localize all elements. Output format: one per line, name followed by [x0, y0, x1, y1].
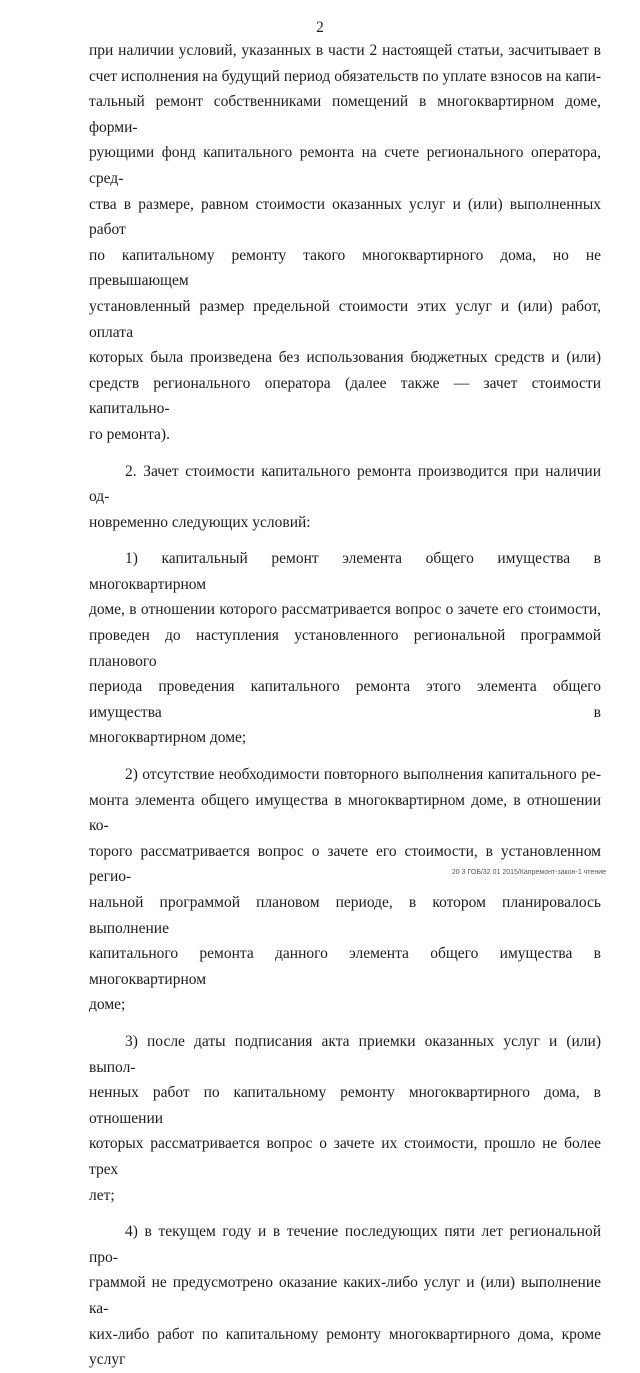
footer-file-reference: 20 3 ГОБ/32 01 2015/Капремонт-закон-1 чтение — [451, 869, 606, 876]
text-line: капитального ремонта данного элемента общего имущества в многоквартирном — [89, 945, 601, 988]
text-line: ства в размере, равном стоимости оказанных услуг и (или) выполненных работ — [89, 195, 601, 239]
text-line: новременно следующих условий: — [89, 513, 311, 531]
text-line: средств регионального оператора (далее также — зачет стоимости капитально- — [89, 374, 601, 418]
page-number: 2 — [316, 19, 324, 36]
text-line: которых рассматривается вопрос о зачете их стоимости, прошло не более трех — [89, 1135, 601, 1178]
text-line: проведен до наступления установленного региональной программой планового — [89, 627, 601, 670]
text-line: при наличии условий, указанных в части 2 настоящей статьи, засчитывает в — [89, 42, 601, 59]
text-line: ких-либо работ по капитальному ремонту многоквартирного дома, кроме услуг — [89, 1325, 601, 1369]
text-line: 2) отсутствие необходимости повторного выполнения капитального ре- — [125, 766, 601, 784]
text-line: 2. Зачет стоимости капитального ремонта производится при наличии од- — [89, 462, 601, 506]
text-line: счет исполнения на будущий период обязательств по уплате взносов на капи- — [89, 67, 601, 85]
text-line: рующими фонд капитального ремонта на счете регионального оператора, сред- — [89, 144, 601, 187]
text-line: многоквартирном доме; — [89, 729, 247, 747]
text-line: которых была произведена без использования бюджетных средств и (или) — [89, 349, 601, 367]
text-line: монта элемента общего имущества в многоквартирном доме, в отношении ко- — [89, 791, 601, 835]
text-line: торого рассматривается вопрос о зачете его стоимости, в установленном регио- — [89, 842, 601, 886]
text-line: ненных работ по капитальному ремонту многоквартирного дома, в отношении — [89, 1084, 601, 1127]
text-line: го ремонта). — [89, 425, 170, 443]
text-line: лет; — [89, 1186, 115, 1204]
text-line: доме; — [89, 996, 126, 1014]
text-line: по капитальному ремонту такого многоквартирного дома, но не превышающем — [89, 246, 601, 290]
text-line: нальной программой плановом периоде, в котором планировалось выполнение — [89, 894, 601, 937]
text-line: 4) в текущем году и в течение последующих пяти лет региональной про- — [89, 1223, 601, 1266]
text-line: тальный ремонт собственниками помещений в многоквартирном доме, форми- — [89, 93, 601, 136]
text-line: доме, в отношении которого рассматривается вопрос о зачете его стоимости, — [89, 601, 601, 619]
text-line: периода проведения капитального ремонта этого элемента общего имущества в — [89, 678, 601, 721]
text-line: 3) после даты подписания акта приемки оказанных услуг и (или) выпол- — [89, 1032, 601, 1076]
text-line: установленный размер предельной стоимости этих услуг и (или) работ, оплата — [89, 297, 601, 341]
text-line: граммой не предусмотрено оказание каких-либо услуг и (или) выполнение ка- — [89, 1274, 601, 1317]
document-body — [89, 38, 601, 1373]
text-line: 1) капитальный ремонт элемента общего имущества в многоквартирном — [89, 550, 601, 593]
